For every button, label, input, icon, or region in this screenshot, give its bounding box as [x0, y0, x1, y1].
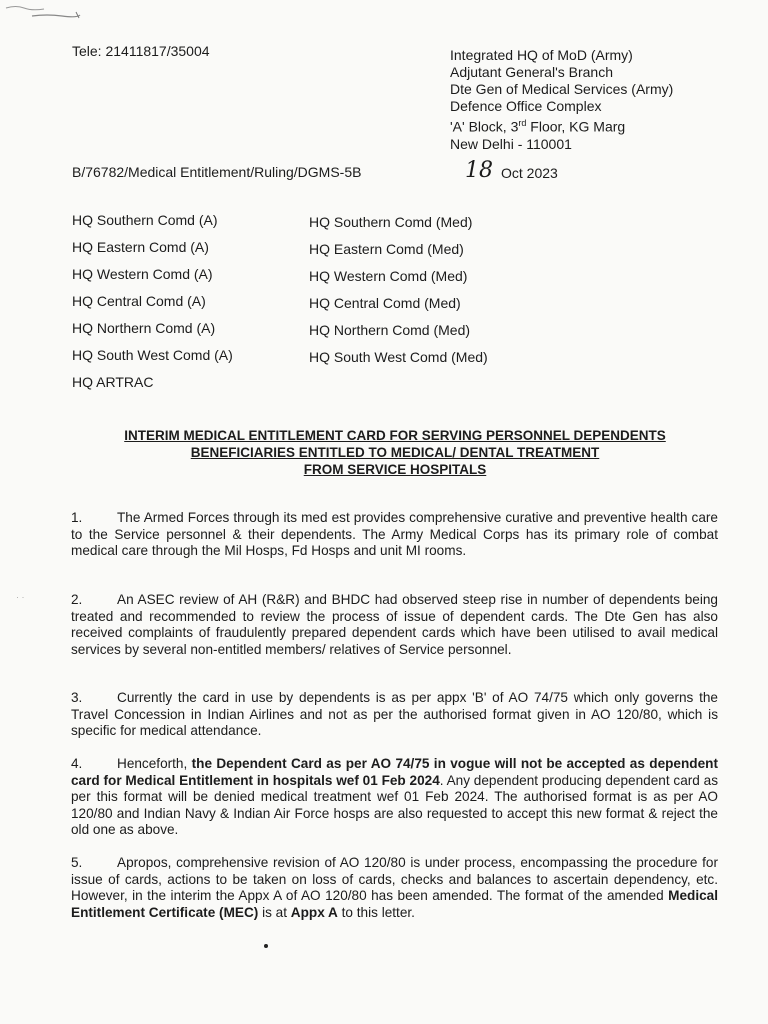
paragraph-2 [71, 592, 718, 658]
paragraph-number: 1. [71, 510, 83, 525]
addressee-left: HQ Central Comd (A) [72, 293, 206, 309]
addressee-right: HQ Northern Comd (Med) [309, 322, 471, 338]
paragraph-bold-text: Appx A [290, 904, 338, 920]
reference-number: B/76782/Medical Entitlement/Ruling/DGMS-5B [72, 164, 362, 180]
address-line: Adjutant General's Branch [450, 64, 613, 80]
subject-line: BENEFICIARIES ENTITLED TO MEDICAL/ DENTAL TREATMENT [190, 445, 600, 460]
address-line: Defence Office Complex [450, 98, 602, 114]
paragraph-1 [71, 510, 718, 560]
paragraph-4 [71, 756, 718, 839]
addressee-right: HQ Eastern Comd (Med) [309, 241, 464, 257]
addressee-left: HQ Northern Comd (A) [72, 320, 216, 336]
telephone-number: Tele: 21411817/35004 [72, 43, 210, 59]
paragraph-text: An ASEC review of AH (R&R) and BHDC had observed steep rise in number of dependents being treated and recommended to review the process of issue of dependent cards. The Dte Gen has also received complaints of fraudulently prepared dependent cards which have been utilised to avail medical services by several non-entitled members/ relatives of Service personnel. [71, 592, 718, 657]
address-line: Integrated HQ of MoD (Army) [450, 47, 633, 63]
paragraph-bold-text: Medical Entitlement Certificate (MEC) [71, 888, 718, 920]
paragraph-text: is at [258, 904, 291, 920]
date-day: 18 [465, 158, 493, 183]
paragraph-number: 4. [71, 756, 83, 771]
addressee-left: HQ Eastern Comd (A) [72, 239, 209, 255]
paragraph-text: to this letter. [337, 904, 415, 920]
ordinal-suffix: rd [518, 118, 527, 128]
paragraph-text: Currently the card in use by dependents is as per appx 'B' of AO 74/75 which only governs the Travel Concession in Indian Airlines and not as per the authorised format given in AO 120/80, which is specific for medical attendance. [71, 690, 718, 739]
address-line: Dte Gen of Medical Services (Army) [450, 81, 674, 97]
addressee-left: HQ ARTRAC [72, 374, 154, 390]
addressee-right: HQ South West Comd (Med) [309, 349, 488, 365]
addressee-right: HQ Southern Comd (Med) [309, 214, 473, 230]
paragraph-text: Henceforth, [117, 756, 192, 771]
addressee-left: HQ Southern Comd (A) [72, 212, 218, 228]
addressee-right: HQ Central Comd (Med) [309, 295, 461, 311]
paragraph-number: 3. [71, 690, 83, 705]
paragraph-number: 2. [71, 592, 83, 607]
ink-dot [264, 944, 268, 948]
subject-line: FROM SERVICE HOSPITALS [303, 462, 487, 477]
paragraph-5 [71, 855, 718, 921]
addressee-left: HQ Western Comd (A) [72, 266, 213, 282]
paragraph-3 [71, 690, 718, 740]
letter-date [465, 158, 558, 183]
paragraph-bold-text: the Dependent Card as per AO 74/75 in vogue will not be accepted as dependent card for Medical Entitlement in hospitals wef 01 Feb 2024 [71, 756, 718, 788]
paragraph-text: Apropos, comprehensive revision of AO 120/80 is under process, encompassing the procedure for issue of cards, actions to be taken on loss of cards, checks and balances to ascertain dependency, etc. However, in the interim the Appx A of AO 120/80 has been amended. The format of the amended [71, 855, 718, 904]
paragraph-text: The Armed Forces through its med est provides comprehensive curative and preventive health care to the Service personnel & their dependents. The Army Medical Corps has its primary role of combat medical care through the Mil Hosps, Fd Hosps and unit MI rooms. [71, 510, 718, 559]
date-month-year: Oct 2023 [501, 165, 558, 181]
addressee-left: HQ South West Comd (A) [72, 347, 233, 363]
scan-speck: · · [16, 592, 25, 602]
subject-line: INTERIM MEDICAL ENTITLEMENT CARD FOR SERVING PERSONNEL DEPENDENTS [124, 428, 666, 443]
address-line: New Delhi - 110001 [450, 135, 572, 152]
paragraph-text: . Any dependent producing dependent card as per this format will be denied medical treatment wef 01 Feb 2024. The authorised format is as per AO 120/80 and Indian Navy & Indian Air Force hosps are also requested to accept this new format & reject the old one as above. [71, 772, 718, 838]
paragraph-number: 5. [71, 855, 83, 870]
addressee-right: HQ Western Comd (Med) [309, 268, 468, 284]
letterhead-address [450, 47, 673, 153]
address-line: 'A' Block, 3rd Floor, KG Marg [450, 118, 626, 135]
corner-scribble [4, 2, 84, 24]
subject-heading [60, 427, 730, 478]
